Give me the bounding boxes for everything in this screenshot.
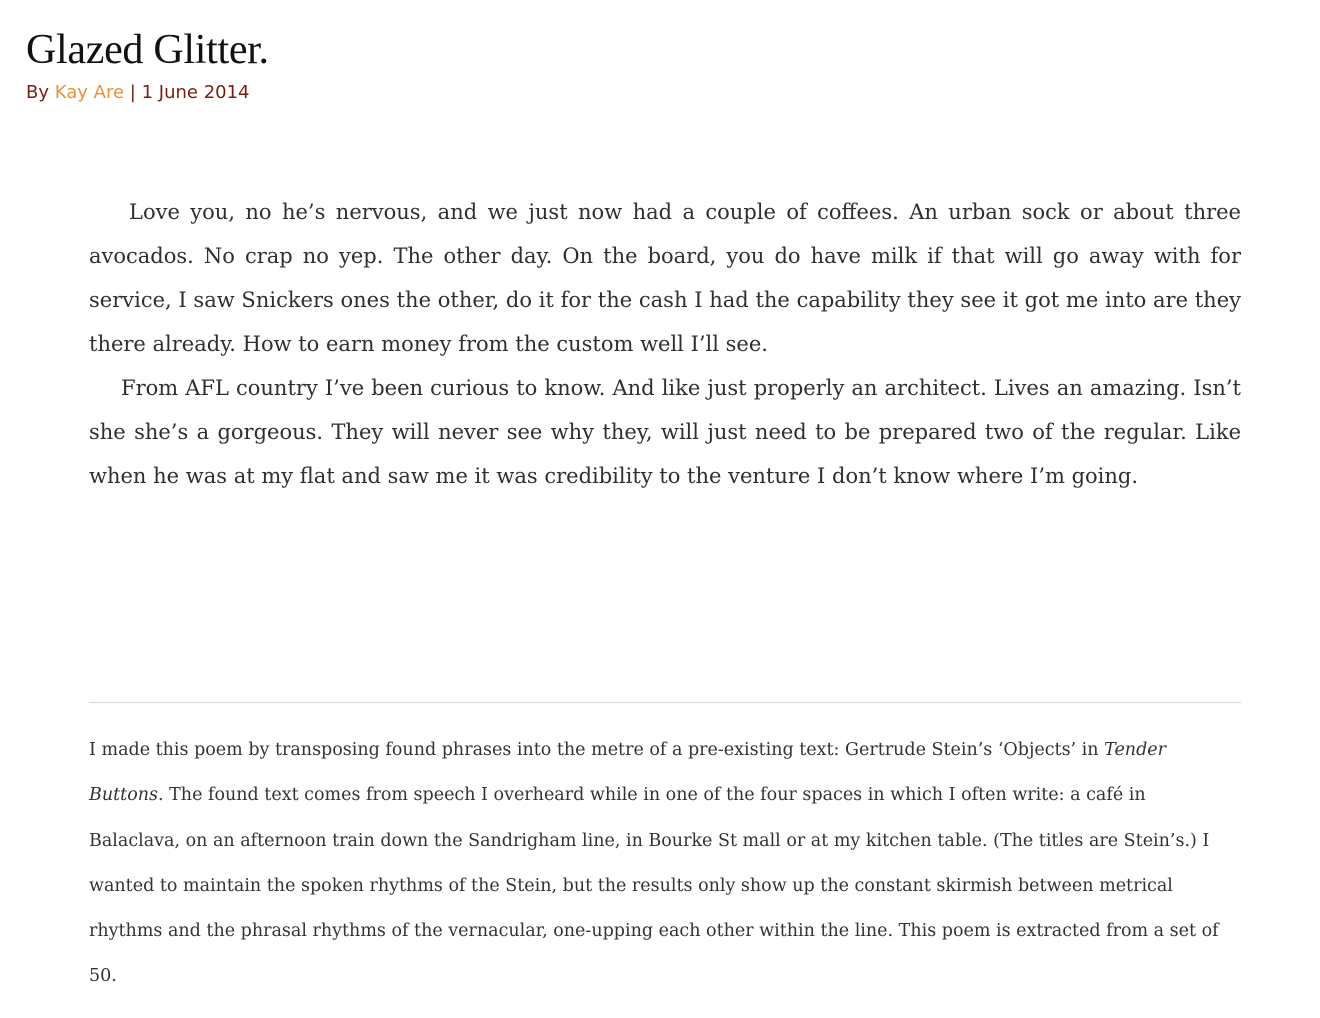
poem-paragraph: Love you, no he’s nervous, and we just now had a couple of coffees. An urban sock or about three avocados. No crap no yep. The other day. On the board, you do have milk if that will go away with for service, I saw Snickers ones the other, do it for the cash I had the capability they see it got me into are they there already. How to earn money from the custom well I’ll see. [89,200,1241,356]
byline [26,80,269,106]
note-intro: I made this poem by transposing found phrases into the metre of a pre-existing text: Gertrude Stein’s ‘Objects’ in [89,740,1099,760]
article-header [26,22,269,106]
author-note [89,728,1241,1000]
page-title: Glazed Glitter. [26,27,269,73]
note-book-title: Tender Buttons. [89,740,1166,806]
author-link[interactable]: Kay Are [54,82,125,103]
publish-date: 1 June 2014 [141,82,250,103]
byline-prefix: By [26,82,50,103]
byline-separator: | [129,82,136,103]
poem-body [89,190,1241,498]
section-divider [89,702,1241,703]
note-body: The found text comes from speech I overheard while in one of the four spaces in which I often write: a café in Balaclava, on an afternoon train down the Sandrigham line, in Bourke St mall or at my kitchen table. (The titles are Stein’s.) I wanted to maintain the spoken rhythms of the Stein, but the results only show up the constant skirmish between metrical rhythms and the phrasal rhythms of the vernacular, one-upping each other within the line. This poem is extracted from a set of 50. [89,785,1219,987]
poem-paragraph: From AFL country I’ve been curious to know. And like just properly an architect. Lives an amazing. Isn’t she she’s a gorgeous. They will never see why they, will just need to be prepared two of the regular. Like when he was at my flat and saw me it was credibility to the venture I don’t know where I’m going. [89,376,1241,488]
